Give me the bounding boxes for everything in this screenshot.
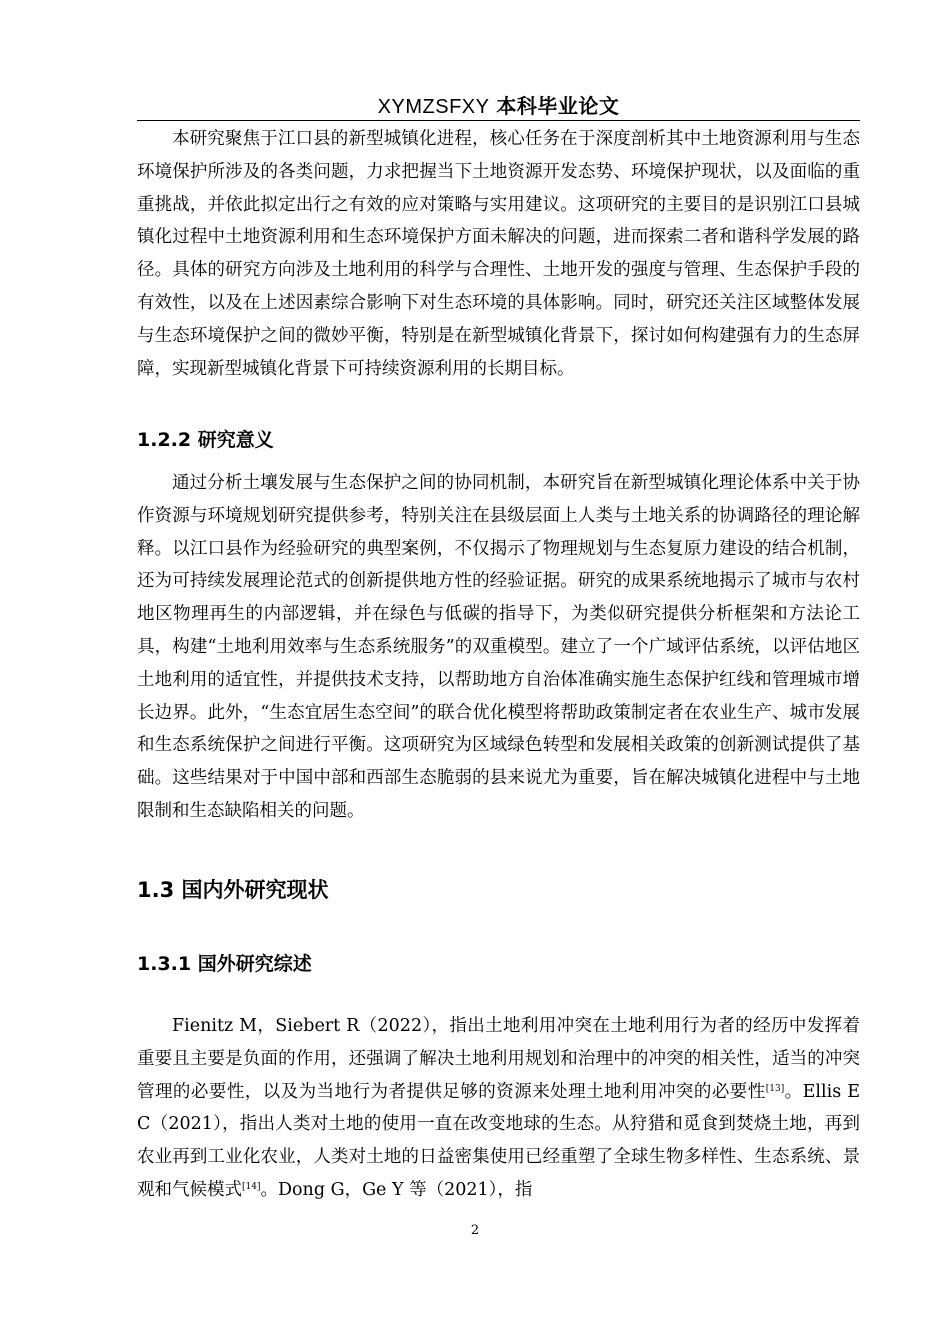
paragraph-research-significance: 通过分析土壤发展与生态保护之间的协同机制，本研究旨在新型城镇化理论体系中关于协作资源与环境规划研究提供参考，特别关注在县级层面上人类与土地关系的协调路径的理论解释。以江口县作为经验研究的典型案例，不仅揭示了物理规划与生态复原力建设的结合机制，还为可持续发展理论范式的创新提供地方性的经验证据。研究的成果系统地揭示了城市与农村地区物理再生的内部逻辑，并在绿色与低碳的指导下，为类似研究提供分析框架和方法论工具，构建“土地利用效率与生态系统服务”的双重模型。建立了一个广域评估系统，以评估地区土地利用的适宜性，并提供技术支持，以帮助地方自治体准确实施生态保护红线和管理城市增长边界。此外，“生态宜居生态空间”的联合优化模型将帮助政策制定者在农业生产、城市发展和生态系统保护之间进行平衡。这项研究为区域绿色转型和发展相关政策的创新测试提供了基础。这些结果对于中国中部和西部生态脆弱的县来说尤为重要，旨在解决城镇化进程中与土地限制和生态缺陷相关的问题。 <box>137 473 860 821</box>
citation-13: [13] <box>765 1083 785 1094</box>
paragraph-foreign-review-part-1: Fienitz M，Siebert R（2022），指出土地利用冲突在土地利用行为者的经历中发挥着重要且主要是负面的作用，还强调了解决土地利用规划和治理中的冲突的相关性，适当的冲突管理的必要性，以及为当地行为者提供足够的资源来处理土地利用冲突的必要性 <box>137 1016 860 1102</box>
header-code: XYMZSFXY <box>377 96 490 118</box>
heading-research-significance: 1.2.2 研究意义 <box>137 429 274 451</box>
heading-foreign-review: 1.3.1 国外研究综述 <box>137 953 312 975</box>
header-label: 本科毕业论文 <box>496 94 620 118</box>
page-number: 2 <box>470 1223 480 1238</box>
heading-research-status: 1.3 国内外研究现状 <box>137 878 329 902</box>
paragraph-foreign-review-part-2: 。Ellis E C（2021），指出人类对土地的使用一直在改变地球的生态。从狩猎和觅食到焚烧土地，再到农业再到工业化农业，人类对土地的日益密集使用已经重塑了全球生物多样性、生态系统、景观和气候模式 <box>137 1081 860 1200</box>
paragraph-foreign-review <box>137 1010 860 1207</box>
paragraph-foreign-review-part-3: 。Dong G，Ge Y 等（2021），指 <box>260 1179 533 1200</box>
page-header <box>137 86 860 121</box>
citation-14: [14] <box>242 1181 261 1192</box>
paragraph-research-objective: 本研究聚焦于江口县的新型城镇化进程，核心任务在于深度剖析其中土地资源利用与生态环境保护所涉及的各类问题，力求把握当下土地资源开发态势、环境保护现状，以及面临的重重挑战，并依此拟定出行之有效的应对策略与实用建议。这项研究的主要目的是识别江口县城镇化过程中土地资源利用和生态环境保护方面未解决的问题，进而探索二者和谐科学发展的路径。具体的研究方向涉及土地利用的科学与合理性、土地开发的强度与管理、生态保护手段的有效性，以及在上述因素综合影响下对生态环境的具体影响。同时，研究还关注区域整体发展与生态环境保护之间的微妙平衡，特别是在新型城镇化背景下，探讨如何构建强有力的生态屏障，实现新型城镇化背景下可持续资源利用的长期目标。 <box>137 129 860 379</box>
